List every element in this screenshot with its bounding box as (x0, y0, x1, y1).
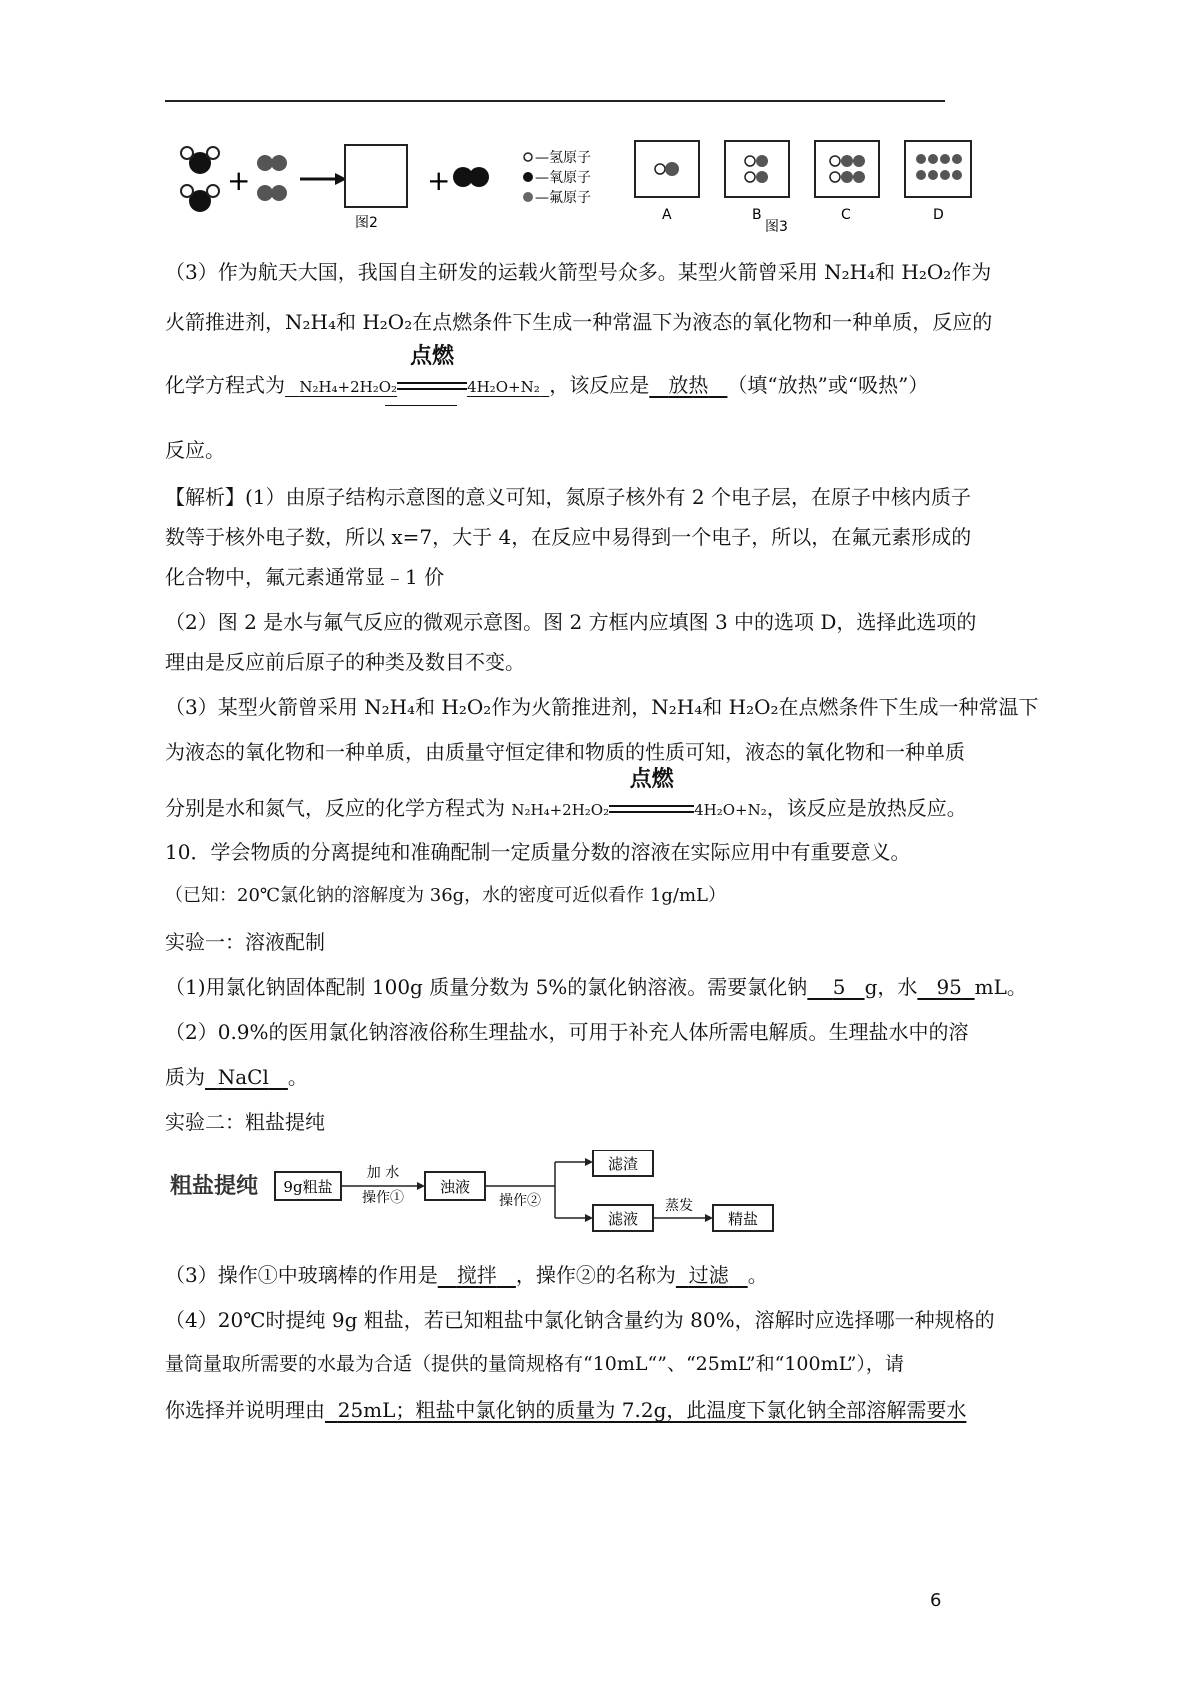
q10-s2-l1: （2）0.9%的医用氯化钠溶液俗称生理盐水，可用于补充人体所需电解质。生理盐水中的溶 (165, 1020, 969, 1044)
flow-title: 粗盐提纯 (170, 1174, 259, 1199)
q3-line1: （3）作为航天大国，我国自主研发的运载火箭型号众多。某型火箭曾采用 N₂H₄和 H₂O₂作为 (165, 260, 992, 284)
analysis-p3-l1: （3）某型火箭曾采用 N₂H₄和 H₂O₂作为火箭推进剂，N₂H₄和 H₂O₂在点燃条件下生成一种常温下 (165, 695, 1039, 719)
answer-stirring: 搅拌 (456, 1263, 497, 1287)
answer-nacl-mass: 5 (832, 975, 846, 999)
answer-water-volume: 95 (936, 975, 962, 999)
legend-fluorine: —氟原子 (535, 190, 591, 206)
svg-text:A: A (662, 207, 672, 223)
salt-purification-flow (165, 1150, 805, 1245)
header-rule (165, 100, 945, 102)
analysis-p1-l1: 【解析】(1）由原子结构示意图的意义可知，氮原子核外有 2 个电子层，在原子中核内质子 (165, 485, 971, 509)
q10-s2-l2: 质为 NaCl 。 (165, 1065, 308, 1089)
analysis-p1-l3: 化合物中，氟元素通常显﹣1 价 (165, 565, 445, 589)
q10-s4-l2: 量筒量取所需要的水最为合适（提供的量筒规格有“10mL“”、“25mL”和“100mL”），请 (165, 1353, 904, 1375)
water-molecule-icon (181, 185, 219, 212)
flow-residue: 滤渣 (607, 1155, 639, 1173)
svg-text:+: + (227, 164, 251, 197)
water-molecule-icon (181, 147, 219, 174)
legend (523, 150, 591, 206)
q10-exp2: 实验二：粗盐提纯 (165, 1110, 325, 1134)
page-number: 6 (930, 1590, 942, 1611)
fig2-label: 图2 (355, 215, 378, 231)
q10-s4-l1: （4）20℃时提纯 9g 粗盐，若已知粗盐中氯化钠含量约为 80%，溶解时应选择哪一种规格的 (165, 1308, 995, 1332)
q10-s1: （1)用氯化钠固体配制 100g 质量分数为 5%的氯化钠溶液。需要氯化钠 5 g，水 95 mL。 (165, 975, 1027, 999)
answer-cylinder: 25mL；粗盐中氯化钠的质量为 7.2g，此温度下氯化钠全部溶解需要水 (337, 1398, 967, 1422)
q10-s4-l3: 你选择并说明理由 25mL；粗盐中氯化钠的质量为 7.2g，此温度下氯化钠全部溶解需要水 (165, 1398, 967, 1422)
legend-hydrogen: —氢原子 (535, 150, 591, 166)
eq-underline (385, 405, 457, 406)
option-a (635, 141, 699, 223)
q3-line4: 反应。 (165, 438, 225, 462)
option-b (725, 141, 789, 223)
q10-exp1: 实验一：溶液配制 (165, 930, 325, 954)
analysis-p1-l2: 数等于核外电子数，所以 x=7，大于 4，在反应中易得到一个电子，所以，在氟元素形成的 (165, 525, 972, 549)
fig3-label: 图3 (765, 219, 788, 235)
flow-filtrate: 滤液 (607, 1210, 639, 1228)
svg-text:D: D (933, 207, 944, 223)
fig2-blank-box (345, 145, 407, 207)
q3-line2: 火箭推进剂，N₂H₄和 H₂O₂在点燃条件下生成一种常温下为液态的氧化物和一种单质，反应的 (165, 310, 993, 334)
svg-text:C: C (841, 207, 851, 223)
answer-filter: 过滤 (688, 1263, 729, 1287)
analysis-p2-l1: （2）图 2 是水与氟气反应的微观示意图。图 2 方框内应填图 3 中的选项 D，选择此选项的 (165, 610, 977, 634)
figure-2-3 (165, 135, 985, 245)
analysis-p3-l3: 分别是水和氮气，反应的化学方程式为 N₂H₄+2H₂O₂ 点燃 4H₂O+N₂，该反应是放热反应。 (165, 767, 967, 820)
analysis-p3-l2: 为液态的氧化物和一种单质，由质量守恒定律和物质的性质可知，液态的氧化物和一种单质 (165, 740, 965, 764)
q10-title: 10．学会物质的分离提纯和准确配制一定质量分数的溶液在实际应用中有重要意义。 (165, 840, 911, 864)
flow-step1-bottom: 操作① (362, 1190, 404, 1206)
flow-start: 9g粗盐 (283, 1178, 333, 1196)
answer-heat: 放热 (668, 373, 709, 397)
svg-text:B: B (752, 207, 762, 223)
q3-line3: 化学方程式为 N₂H₄+2H₂O₂ 点燃 4H₂O+N₂ ，该反应是 放热 （填“放热”或“吸热”） (165, 344, 929, 397)
option-d (905, 141, 971, 223)
fluorine-molecule-icon (257, 155, 287, 201)
legend-oxygen: —氧原子 (535, 170, 591, 186)
flow-step1-top: 加 水 (366, 1165, 400, 1181)
q10-given: （已知：20℃氯化钠的溶解度为 36g，水的密度可近似看作 1g/mL） (165, 885, 726, 906)
option-c (815, 141, 879, 223)
flow-step2: 操作② (499, 1193, 541, 1209)
flow-product: 精盐 (727, 1210, 759, 1228)
flow-mid: 浊液 (439, 1178, 471, 1196)
svg-text:+: + (427, 164, 451, 197)
analysis-p2-l2: 理由是反应前后原子的种类及数目不变。 (165, 650, 525, 674)
answer-solute: NaCl (217, 1065, 269, 1089)
flow-evap: 蒸发 (665, 1198, 693, 1214)
oxygen-molecule-icon (453, 167, 489, 187)
q10-s3: （3）操作①中玻璃棒的作用是 搅拌 ，操作②的名称为 过滤 。 (165, 1263, 768, 1287)
